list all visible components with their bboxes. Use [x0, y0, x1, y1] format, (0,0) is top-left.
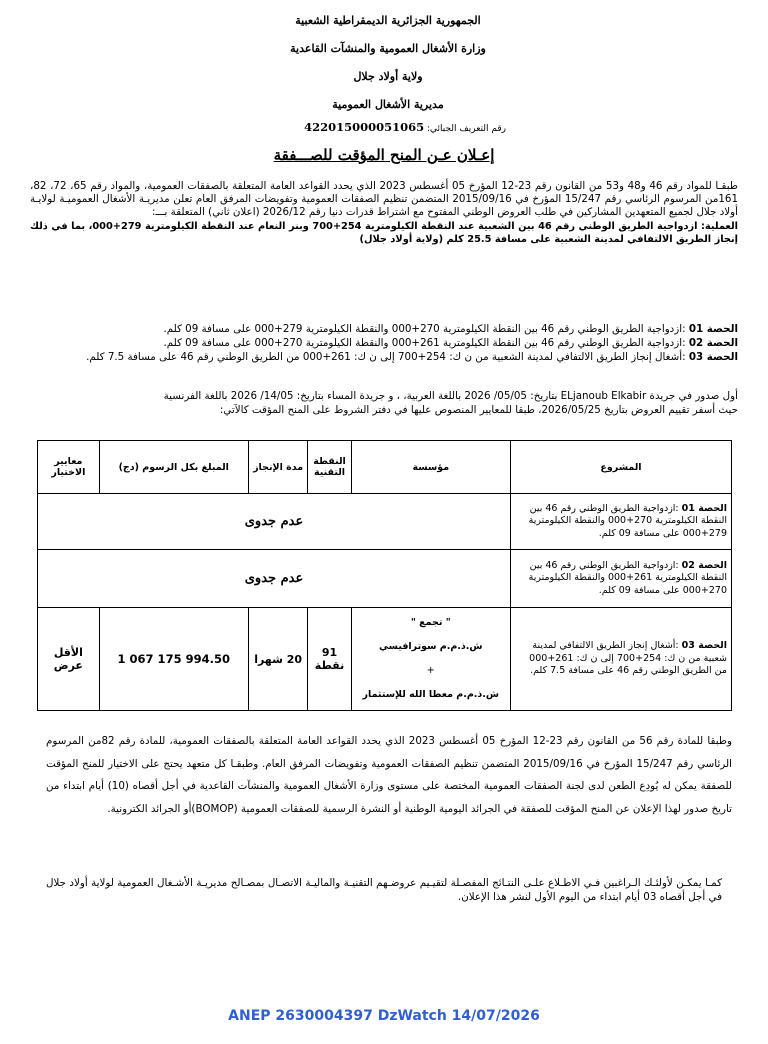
- project-cell: الحصة 02 :ازدواجية الطريق الوطني رقم 46 بين النقطة الكيلومترية 261+000 والنقطة الكيلومترية 270+000 على مسافة 09 كلم.: [510, 550, 731, 608]
- header-republic: الجمهورية الجزائرية الديمقراطية الشعبية: [295, 14, 481, 27]
- project-cell: الحصة 03 :أشغال إنجاز الطريق الالتفافي لمدينة شعبية من ن ك: 254+700 إلى ن ك: 261+000 من الطريق الوطني رقم 46 على مسافة 7.5 كلم.: [510, 608, 731, 711]
- lots-list: [30, 322, 738, 364]
- col-project: المشروع: [510, 441, 731, 494]
- publication-line-2: حيث أسفر تقييم العروض بتاريخ 2026/05/25، طبقا للمعايير المنصوص عليها في دفتر الشروط على المنح المؤقت كالآتي:: [219, 403, 738, 416]
- score-cell: 91 نقطة: [308, 608, 351, 711]
- table-row: [38, 494, 732, 550]
- award-table: [37, 440, 732, 711]
- col-score: النقطة التقنية: [308, 441, 351, 494]
- lot-item: الحصة 01 :ازدواجية الطريق الوطني رقم 46 بين النقطة الكيلومترية 270+000 والنقطة الكيلومترية 279+000 على مسافة 09 كلم.: [163, 323, 738, 335]
- table-row: [38, 550, 732, 608]
- amount-cell: 1 067 175 994.50: [99, 608, 248, 711]
- col-amount: المبلغ بكل الرسوم (دج): [99, 441, 248, 494]
- publication-section: [30, 390, 738, 417]
- table-header-row: [38, 441, 732, 494]
- closing-paragraph: كمـا يمكـن لأولئـك الـراغبين فـي الاطـلاع علـى النتـائج المفصـلة لتقيـيم عروضـهم التقنيـة والماليـة الاتصـال بمصـالح مديريـة الأشـغال العمومية لولاية أولاد جلال في أجل أقصاه 03 أيام ابتداء من اليوم الأول لنشر هذا الإعلان.: [46, 877, 722, 903]
- duration-cell: 20 شهرا: [248, 608, 308, 711]
- project-cell: الحصة 01 :ازدواجية الطريق الوطني رقم 46 بين النقطة الكيلومترية 270+000 والنقطة الكيلومترية 279+000 على مسافة 09 كلم.: [510, 494, 731, 550]
- lot-item: الحصة 02 :ازدواجية الطريق الوطني رقم 46 بين النقطة الكيلومترية 261+000 والنقطة الكيلومترية 270+000 على مسافة 09 كلم.: [163, 337, 738, 349]
- header-ministry: وزارة الأشغال العمومية والمنشآت القاعدية: [290, 42, 486, 55]
- closing-section: [46, 876, 722, 904]
- page-title: إعـلان عـن المنح المؤقت للصـــفقة: [273, 146, 495, 164]
- col-company: مؤسسة: [351, 441, 510, 494]
- lot-item: الحصة 03 :أشغال إنجاز الطريق الالتفافي لمدينة الشعبية من ن ك: 254+700 إلى ن ك: 261+000 من الطريق الوطني رقم 46 على مسافة 7.5 كلم.: [86, 351, 738, 363]
- footer-reference: ANEP 2630004397 DzWatch 14/07/2026: [228, 1008, 540, 1024]
- col-duration: مدة الإنجاز: [248, 441, 308, 494]
- tax-id-line: [304, 120, 506, 134]
- publication-line-1: أول صدور في جريدة ELjanoub Elkabir بتاريخ: 05/05/ 2026 باللغة العربية، ، و جريدة المساء بتاريخ: 14/05/ 2026 باللغة الفرنسية: [163, 390, 738, 402]
- operation-text: العملية: ازدواجية الطريق الوطني رقم 46 بين الشعبية عند النقطة الكيلومترية 254+700 وبنر النعام عند النقطة الكيلومترية 279+000، بما في ذلك إنجاز الطريق الالتفافي لمدينة الشعبية على مسافة 25.5 كلم (ولاية أولاد جلال): [30, 220, 738, 245]
- tax-id-label: رقم التعريف الجبائي:: [427, 124, 506, 134]
- intro-paragraph: طبقـا للمواد رقم 46 و48 و53 من القانون رقم 23-12 المؤرخ 05 أغسطس 2023 الذي يحدد القواعد العامة المتعلقة بالصفقات العمومية، والمواد رقم 65، 72، 82، 161من المرسوم الرئاسي رقم 15/247 المؤرخ في 2015/09/16 المتضمن تنظيم الصفقات العمومية وتفويضات المرفق العام تعلن مديريـة الأشغال العموميـة لولايـة أولاد جلال لجميع المتعهدين المشاركين في طلب العروض الوطني المفتوح مع اشتراط قدرات دنيا رقم 2026/12 (اعلان ثاني) المتعلقة بـــ:: [30, 180, 738, 219]
- tax-id-value: 422015000051065: [304, 120, 425, 134]
- criteria-cell: الأقل عرض: [38, 608, 100, 711]
- company-cell: " تجمع " ش.ذ.م.م سوترافيسي + ش.ذ.م.م معطا الله للإستثمار: [351, 608, 510, 711]
- appeal-section: [46, 730, 732, 820]
- table-row: [38, 608, 732, 711]
- result-cell: عدم جدوى: [38, 494, 511, 550]
- result-cell: عدم جدوى: [38, 550, 511, 608]
- header-directorate: مديرية الأشغال العمومية: [332, 98, 444, 111]
- intro-section: [30, 180, 738, 246]
- col-criteria: معايير الاختيار: [38, 441, 100, 494]
- header-wilaya: ولاية أولاد جلال: [353, 70, 423, 83]
- appeal-paragraph: وطبقا للمادة رقم 56 من القانون رقم 23-12 المؤرخ 05 أغسطس 2023 الذي يحدد القواعد العامة المتعلقة بالصفقات العمومية، للمادة رقم 82من المرسوم الرئاسي رقم 15/247 المؤرخ في 2015/09/16 المتضمن تنظيم الصفقات العمومية وتفويضات المرفق العام. وطبقـا كل متعهد يحتج على الاختيار للمنح المؤقت للصفقة يمكن له يُودِع الطعن لدى لجنة الصفقات العمومية المختصة على مستوى وزارة الأشغال العمومية والمنشآت القاعدية في أجل أقصاه (10) أيام ابتداء من تاريخ صدور لهذا الإعلان عن المنح المؤقت للصفقة في الجرائد اليومية الوطنية أو النشرة الرسمية للصفقات العمومية (BOMOP)أو الجرائد الكترونية.: [46, 735, 732, 815]
